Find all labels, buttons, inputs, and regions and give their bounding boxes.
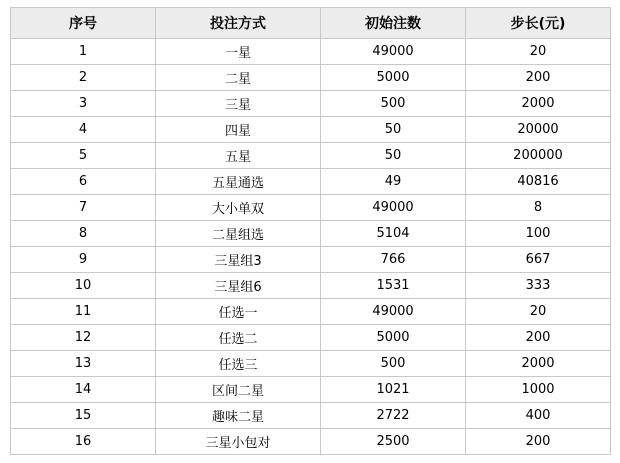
column-header-bet-method: 投注方式 <box>156 8 321 39</box>
cell-bet-method: 四星 <box>156 117 321 143</box>
cell-initial-count: 5000 <box>321 325 466 351</box>
cell-seq: 14 <box>11 377 156 403</box>
cell-initial-count: 1531 <box>321 273 466 299</box>
cell-step: 200 <box>466 65 611 91</box>
cell-bet-method: 五星通选 <box>156 169 321 195</box>
cell-bet-method: 二星组选 <box>156 221 321 247</box>
cell-seq: 8 <box>11 221 156 247</box>
cell-seq: 6 <box>11 169 156 195</box>
table-row <box>11 429 611 455</box>
cell-step: 200 <box>466 325 611 351</box>
cell-bet-method: 大小单双 <box>156 195 321 221</box>
table-row <box>11 195 611 221</box>
cell-initial-count: 1021 <box>321 377 466 403</box>
cell-step: 2000 <box>466 91 611 117</box>
cell-seq: 10 <box>11 273 156 299</box>
column-header-step: 步长(元) <box>466 8 611 39</box>
cell-seq: 11 <box>11 299 156 325</box>
cell-seq: 4 <box>11 117 156 143</box>
table-row <box>11 273 611 299</box>
table-row <box>11 65 611 91</box>
bet-methods-table <box>10 7 611 455</box>
cell-step: 20 <box>466 39 611 65</box>
cell-seq: 16 <box>11 429 156 455</box>
table-row <box>11 247 611 273</box>
cell-step: 1000 <box>466 377 611 403</box>
table-row <box>11 39 611 65</box>
cell-seq: 2 <box>11 65 156 91</box>
cell-initial-count: 50 <box>321 117 466 143</box>
table-row <box>11 143 611 169</box>
cell-initial-count: 500 <box>321 351 466 377</box>
cell-initial-count: 766 <box>321 247 466 273</box>
cell-step: 667 <box>466 247 611 273</box>
cell-seq: 5 <box>11 143 156 169</box>
cell-step: 200 <box>466 429 611 455</box>
cell-seq: 13 <box>11 351 156 377</box>
cell-initial-count: 49000 <box>321 195 466 221</box>
table-row <box>11 117 611 143</box>
cell-step: 200000 <box>466 143 611 169</box>
cell-step: 20 <box>466 299 611 325</box>
cell-bet-method: 任选二 <box>156 325 321 351</box>
cell-bet-method: 任选一 <box>156 299 321 325</box>
cell-step: 40816 <box>466 169 611 195</box>
cell-initial-count: 500 <box>321 91 466 117</box>
table-header-row <box>11 8 611 39</box>
cell-bet-method: 三星 <box>156 91 321 117</box>
table-row <box>11 377 611 403</box>
table-row <box>11 403 611 429</box>
cell-initial-count: 49000 <box>321 299 466 325</box>
cell-initial-count: 2500 <box>321 429 466 455</box>
cell-bet-method: 五星 <box>156 143 321 169</box>
cell-bet-method: 一星 <box>156 39 321 65</box>
cell-step: 2000 <box>466 351 611 377</box>
cell-seq: 1 <box>11 39 156 65</box>
table-row <box>11 325 611 351</box>
table-row <box>11 299 611 325</box>
cell-bet-method: 三星小包对 <box>156 429 321 455</box>
column-header-initial-count: 初始注数 <box>321 8 466 39</box>
cell-initial-count: 50 <box>321 143 466 169</box>
cell-initial-count: 5104 <box>321 221 466 247</box>
cell-seq: 3 <box>11 91 156 117</box>
cell-seq: 7 <box>11 195 156 221</box>
cell-bet-method: 任选三 <box>156 351 321 377</box>
cell-bet-method: 趣味二星 <box>156 403 321 429</box>
column-header-seq: 序号 <box>11 8 156 39</box>
table-row <box>11 91 611 117</box>
cell-step: 400 <box>466 403 611 429</box>
cell-step: 8 <box>466 195 611 221</box>
cell-bet-method: 二星 <box>156 65 321 91</box>
cell-initial-count: 49 <box>321 169 466 195</box>
cell-seq: 15 <box>11 403 156 429</box>
cell-step: 333 <box>466 273 611 299</box>
cell-bet-method: 区间二星 <box>156 377 321 403</box>
cell-seq: 12 <box>11 325 156 351</box>
cell-initial-count: 2722 <box>321 403 466 429</box>
cell-step: 20000 <box>466 117 611 143</box>
table-row <box>11 169 611 195</box>
cell-bet-method: 三星组6 <box>156 273 321 299</box>
cell-seq: 9 <box>11 247 156 273</box>
cell-bet-method: 三星组3 <box>156 247 321 273</box>
cell-initial-count: 49000 <box>321 39 466 65</box>
cell-initial-count: 5000 <box>321 65 466 91</box>
table-row <box>11 221 611 247</box>
table-row <box>11 351 611 377</box>
cell-step: 100 <box>466 221 611 247</box>
